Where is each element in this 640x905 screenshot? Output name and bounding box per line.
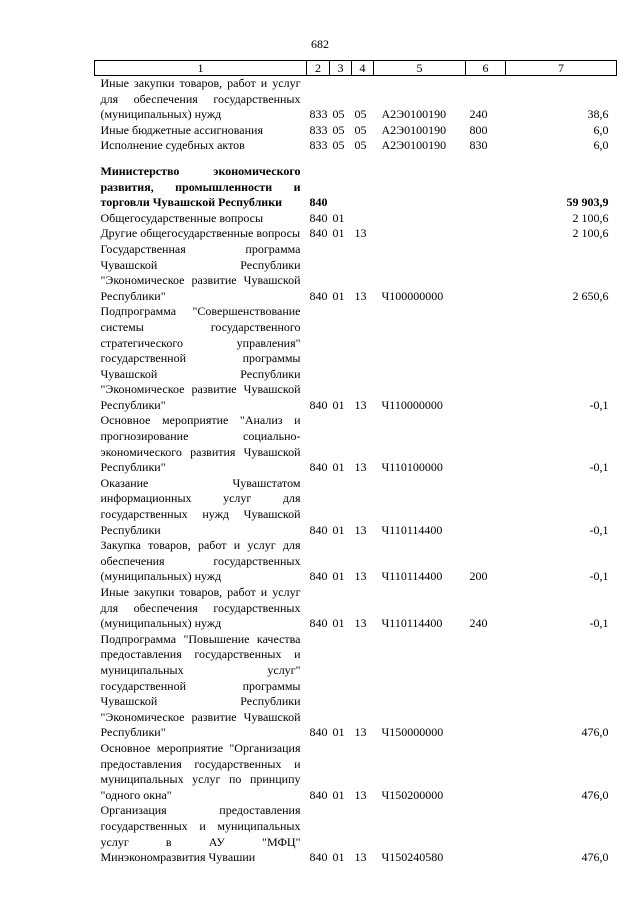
row-amount: 2 100,6 bbox=[572, 226, 609, 241]
row-ministry-code: 840 bbox=[309, 226, 328, 241]
row-ministry-code: 840 bbox=[309, 787, 328, 802]
header-col-2: 2 bbox=[307, 61, 330, 76]
row-ministry-code: 833 bbox=[309, 107, 328, 122]
row-section-code: 01 bbox=[332, 616, 345, 631]
row-target-code: Ч110100000 bbox=[381, 460, 443, 475]
row-name: Подпрограмма "Повышение качества предоставления государственных и муниципальных услуг" государственной программы Чувашской Республики "Экономическое развитие Чувашской Республики" bbox=[100, 631, 301, 740]
row-subsection-code: 13 bbox=[354, 616, 367, 631]
row-target-code: А2Э0100190 bbox=[381, 138, 447, 153]
row-target-code: Ч100000000 bbox=[381, 288, 444, 303]
spacer-cell bbox=[95, 154, 617, 164]
row-amount: -0,1 bbox=[589, 397, 609, 412]
row-subsection-code: 13 bbox=[354, 725, 367, 740]
row-subsection-code: 13 bbox=[354, 397, 367, 412]
row-target-code: Ч150000000 bbox=[381, 725, 444, 740]
row-subsection-code: 05 bbox=[354, 122, 367, 137]
header-col-5: 5 bbox=[374, 61, 466, 76]
row-name: Подпрограмма "Совершенствование системы государственного стратегического управления" государственной программы Чувашской Республики "Экономическое развитие Чувашской Республики" bbox=[100, 304, 301, 412]
row-section-code: 05 bbox=[332, 107, 345, 122]
row-expense-type-code bbox=[466, 632, 506, 741]
row-amount: 2 650,6 bbox=[572, 288, 609, 303]
row-name: Организация предоставления государственных и муниципальных услуг в АУ "МФЦ" Минэкономразвития Чувашии bbox=[100, 803, 301, 865]
row-expense-type-code bbox=[466, 741, 506, 803]
row-expense-type-code bbox=[466, 226, 506, 242]
row-subsection-code: 05 bbox=[354, 138, 367, 153]
table-row bbox=[95, 76, 617, 123]
table-header-row bbox=[95, 61, 617, 76]
row-ministry-code: 840 bbox=[309, 522, 328, 537]
row-amount: -0,1 bbox=[589, 569, 609, 584]
table-row bbox=[95, 803, 617, 865]
row-target-code: Ч110000000 bbox=[381, 397, 443, 412]
row-ministry-code: 840 bbox=[309, 569, 328, 584]
table-row bbox=[95, 242, 617, 304]
row-ministry-code: 840 bbox=[309, 850, 328, 865]
row-target-code: Ч110114400 bbox=[381, 569, 443, 584]
row-target-code bbox=[374, 226, 466, 242]
row-name: Основное мероприятие "Организация предоставления государственных и муниципальных услуг по принципу "одного окна" bbox=[100, 740, 301, 802]
table-row bbox=[95, 632, 617, 741]
header-col-6: 6 bbox=[466, 61, 506, 76]
row-section-code: 01 bbox=[332, 226, 345, 241]
row-expense-type-code: 800 bbox=[469, 122, 488, 137]
row-amount: 6,0 bbox=[593, 138, 609, 153]
header-col-3: 3 bbox=[330, 61, 352, 76]
table-row bbox=[95, 413, 617, 475]
row-expense-type-code bbox=[466, 242, 506, 304]
row-subsection-code bbox=[352, 211, 374, 227]
row-name: Иные закупки товаров, работ и услуг для обеспечения государственных (муниципальных) нужд bbox=[100, 76, 301, 122]
row-section-code: 01 bbox=[332, 288, 345, 303]
row-expense-type-code: 240 bbox=[469, 107, 488, 122]
row-subsection-code: 13 bbox=[354, 288, 367, 303]
table-row bbox=[95, 538, 617, 585]
row-expense-type-code: 200 bbox=[469, 569, 488, 584]
row-section-code: 01 bbox=[332, 725, 345, 740]
row-ministry-code: 840 bbox=[309, 460, 328, 475]
row-ministry-code: 840 bbox=[309, 397, 328, 412]
row-section-code: 05 bbox=[332, 122, 345, 137]
row-subsection-code: 13 bbox=[354, 522, 367, 537]
row-amount: 59 903,9 bbox=[566, 195, 609, 210]
row-amount: 476,0 bbox=[581, 725, 609, 740]
row-target-code bbox=[374, 164, 466, 211]
row-amount: -0,1 bbox=[589, 522, 609, 537]
row-expense-type-code: 830 bbox=[469, 138, 488, 153]
table-row bbox=[95, 585, 617, 632]
row-subsection-code: 13 bbox=[354, 850, 367, 865]
row-expense-type-code bbox=[466, 413, 506, 475]
table-row bbox=[95, 304, 617, 413]
row-expense-type-code bbox=[466, 164, 506, 211]
header-col-4: 4 bbox=[352, 61, 374, 76]
table-row bbox=[95, 164, 617, 211]
table-row bbox=[95, 123, 617, 139]
row-name: Основное мероприятие "Анализ и прогнозирование социально-экономического развития Чувашской Республики" bbox=[100, 413, 301, 475]
table-body bbox=[95, 76, 617, 866]
row-amount: 476,0 bbox=[581, 787, 609, 802]
row-name: Общегосударственные вопросы bbox=[100, 210, 264, 225]
row-subsection-code: 13 bbox=[354, 460, 367, 475]
row-target-code: Ч110114400 bbox=[381, 616, 443, 631]
row-target-code: А2Э0100190 bbox=[381, 122, 447, 137]
table-row bbox=[95, 226, 617, 242]
row-name: Иные закупки товаров, работ и услуг для обеспечения государственных (муниципальных) нужд bbox=[100, 585, 301, 631]
budget-table bbox=[94, 60, 617, 866]
row-section-code: 05 bbox=[332, 138, 345, 153]
row-amount: -0,1 bbox=[589, 460, 609, 475]
header-col-7: 7 bbox=[506, 61, 617, 76]
header-col-1: 1 bbox=[95, 61, 307, 76]
spacer-row bbox=[95, 154, 617, 164]
row-ministry-code: 840 bbox=[309, 616, 328, 631]
row-subsection-code: 13 bbox=[354, 569, 367, 584]
row-target-code: А2Э0100190 bbox=[381, 107, 447, 122]
row-subsection-code: 13 bbox=[354, 787, 367, 802]
table-row bbox=[95, 476, 617, 538]
row-section-code: 01 bbox=[332, 460, 345, 475]
row-ministry-code: 840 bbox=[309, 288, 328, 303]
row-amount: 6,0 bbox=[593, 122, 609, 137]
row-target-code: Ч150240580 bbox=[381, 850, 444, 865]
table-row bbox=[95, 138, 617, 154]
row-name: Государственная программа Чувашской Республики "Экономическое развитие Чувашской Республики" bbox=[100, 241, 301, 303]
row-subsection-code bbox=[352, 164, 374, 211]
row-section-code: 01 bbox=[332, 569, 345, 584]
row-name: Исполнение судебных актов bbox=[100, 138, 245, 153]
row-amount: 476,0 bbox=[581, 850, 609, 865]
row-ministry-code: 840 bbox=[309, 195, 328, 210]
row-expense-type-code bbox=[466, 803, 506, 865]
row-ministry-code: 833 bbox=[309, 122, 328, 137]
row-ministry-code: 840 bbox=[309, 210, 328, 225]
row-amount: -0,1 bbox=[589, 616, 609, 631]
row-expense-type-code: 240 bbox=[469, 616, 488, 631]
row-section-code: 01 bbox=[332, 522, 345, 537]
row-target-code bbox=[374, 211, 466, 227]
row-name: Закупка товаров, работ и услуг для обеспечения государственных (муниципальных) нужд bbox=[100, 538, 301, 584]
row-amount: 2 100,6 bbox=[572, 210, 609, 225]
row-name: Оказание Чувашстатом информационных услуг для государственных нужд Чувашской Республики bbox=[100, 475, 301, 537]
row-target-code: Ч110114400 bbox=[381, 522, 443, 537]
row-name: Иные бюджетные ассигнования bbox=[100, 122, 263, 137]
row-section-code: 01 bbox=[332, 850, 345, 865]
row-amount: 38,6 bbox=[587, 107, 609, 122]
row-subsection-code: 13 bbox=[354, 226, 367, 241]
row-section-code: 01 bbox=[332, 210, 345, 225]
row-subsection-code: 05 bbox=[354, 107, 367, 122]
table-row bbox=[95, 211, 617, 227]
row-name: Министерство экономического развития, промышленности и торговли Чувашской Республики bbox=[100, 163, 301, 210]
row-name: Другие общегосударственные вопросы bbox=[100, 226, 301, 241]
row-target-code: Ч150200000 bbox=[381, 787, 444, 802]
row-expense-type-code bbox=[466, 476, 506, 538]
page-number: 682 bbox=[311, 37, 329, 51]
row-ministry-code: 833 bbox=[309, 138, 328, 153]
row-section-code bbox=[330, 164, 352, 211]
row-section-code: 01 bbox=[332, 787, 345, 802]
row-section-code: 01 bbox=[332, 397, 345, 412]
row-ministry-code: 840 bbox=[309, 725, 328, 740]
table-row bbox=[95, 741, 617, 803]
row-expense-type-code bbox=[466, 211, 506, 227]
row-expense-type-code bbox=[466, 304, 506, 413]
